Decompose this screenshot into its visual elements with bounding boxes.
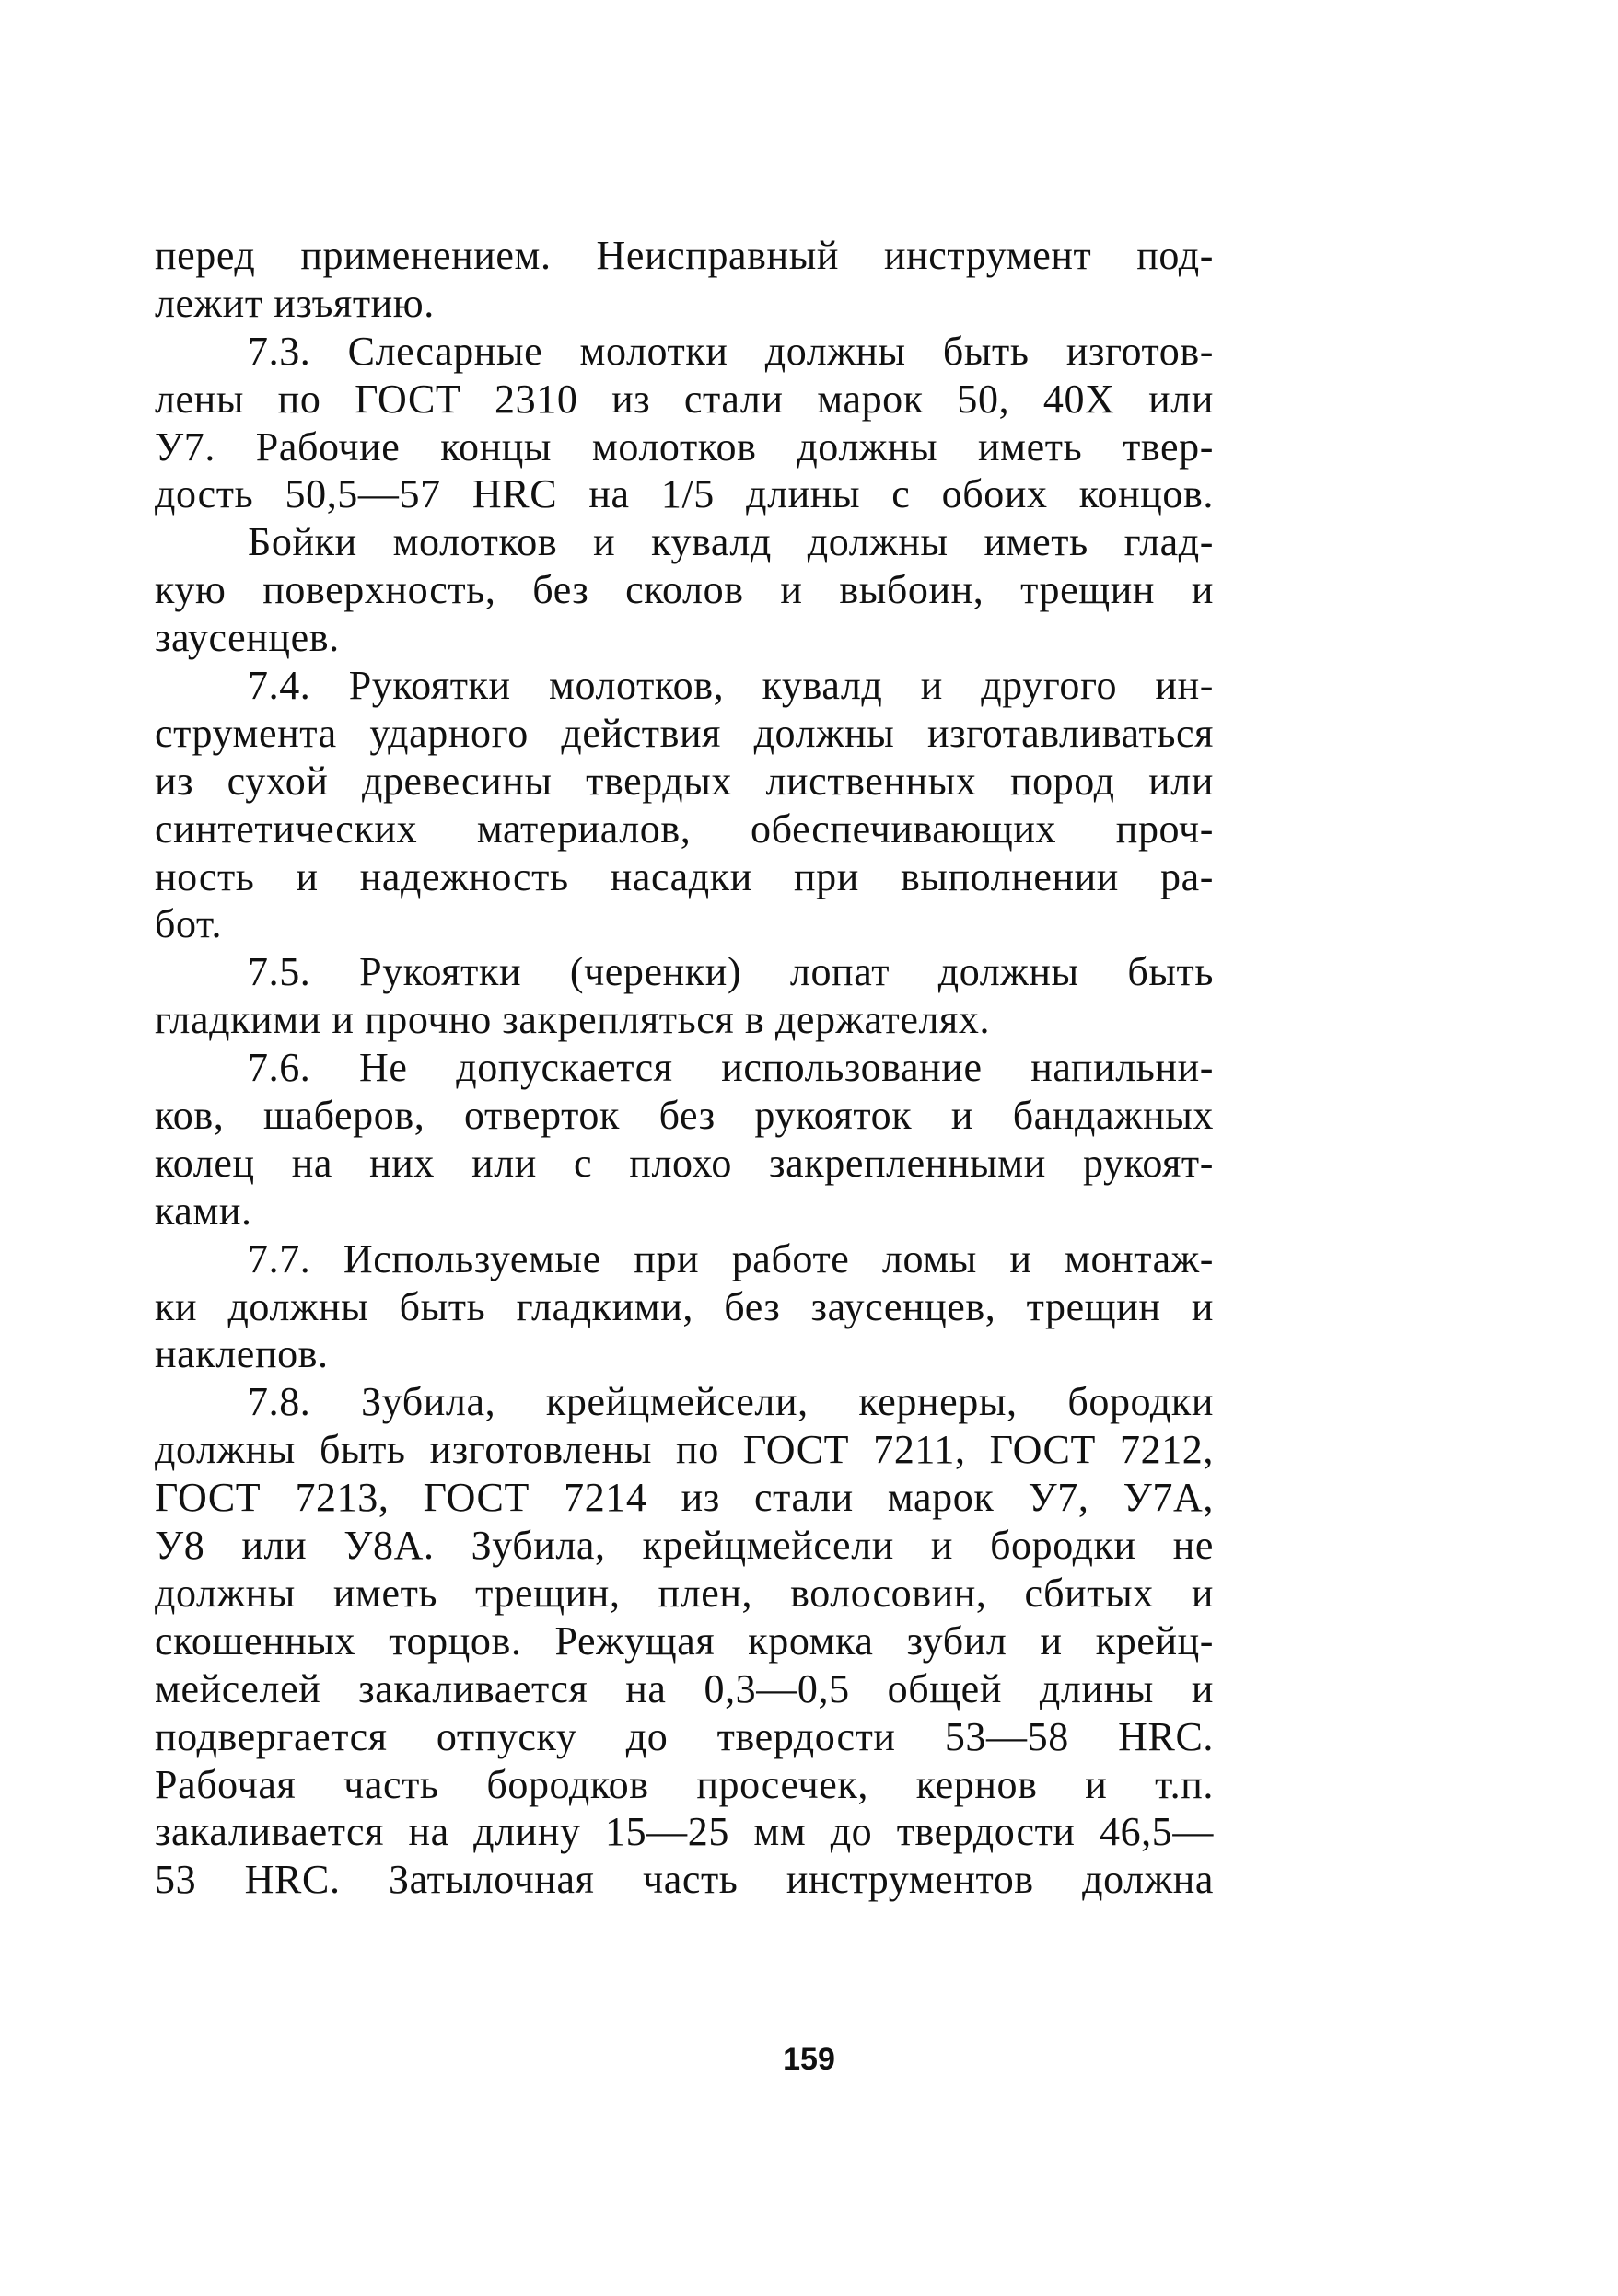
text-line: синтетических материалов, обеспечивающих проч-: [155, 806, 1214, 852]
text-line: 7.3. Слесарные молотки должны быть изготов-: [248, 328, 1214, 374]
text-line: 53 HRC. Затылочная часть инструментов должна: [155, 1857, 1214, 1903]
text-line: Бойки молотков и кувалд должны иметь глад-: [248, 519, 1214, 565]
text-line: ГОСТ 7213, ГОСТ 7214 из стали марок У7, У7А,: [155, 1475, 1214, 1521]
text-line: закаливается на длину 15—25 мм до твердости 46,5—: [155, 1809, 1214, 1855]
text-line: 7.8. Зубила, крейцмейсели, кернеры, бородки: [248, 1379, 1214, 1425]
text-line: наклепов.: [155, 1331, 329, 1377]
text-line: дость 50,5—57 HRC на 1/5 длины с обоих концов.: [155, 471, 1214, 517]
text-line: колец на них или с плохо закрепленными рукоят-: [155, 1140, 1214, 1186]
text-line: ки должны быть гладкими, без заусенцев, трещин и: [155, 1283, 1214, 1329]
text-line: мейселей закаливается на 0,3—0,5 общей длины и: [155, 1665, 1214, 1711]
text-line: бот.: [155, 901, 223, 947]
text-line: скошенных торцов. Режущая кромка зубил и крейц-: [155, 1618, 1214, 1664]
text-line: должны иметь трещин, плен, волосовин, сбитых и: [155, 1570, 1214, 1616]
text-line: кую поверхность, без сколов и выбоин, трещин и: [155, 567, 1214, 613]
text-line: гладкими и прочно закрепляться в держателях.: [155, 997, 991, 1043]
text-line: лены по ГОСТ 2310 из стали марок 50, 40Х или: [155, 376, 1214, 422]
text-line: 7.5. Рукоятки (черенки) лопат должны быть: [248, 949, 1214, 995]
text-line: из сухой древесины твердых лиственных пород или: [155, 758, 1214, 804]
text-line: Рабочая часть бородков просечек, кернов и т.п.: [155, 1761, 1214, 1807]
text-line: 7.6. Не допускается использование напильни-: [248, 1045, 1214, 1091]
text-line: ками.: [155, 1188, 252, 1234]
text-line: перед применением. Неисправный инструмент под-: [155, 233, 1214, 278]
text-line: лежит изъятию.: [155, 280, 435, 326]
text-line: У7. Рабочие концы молотков должны иметь твер-: [155, 423, 1214, 470]
text-line: должны быть изготовлены по ГОСТ 7211, ГОСТ 7212,: [155, 1427, 1214, 1473]
text-line: струмента ударного действия должны изготавливаться: [155, 710, 1214, 756]
text-line: подвергается отпуску до твердости 53—58 HRC.: [155, 1713, 1214, 1759]
text-line: 7.4. Рукоятки молотков, кувалд и другого ин-: [248, 663, 1214, 709]
text-line: 7.7. Используемые при работе ломы и монтаж-: [248, 1235, 1214, 1281]
body-text: [155, 232, 1214, 1904]
page-number: 159: [783, 2042, 835, 2077]
text-line: ность и надежность насадки при выполнении ра-: [155, 853, 1214, 899]
text-line: заусенцев.: [155, 615, 340, 661]
text-line: ков, шаберов, отверток без рукояток и бандажных: [155, 1093, 1214, 1139]
text-line: У8 или У8А. Зубила, крейцмейсели и бородки не: [155, 1523, 1214, 1569]
